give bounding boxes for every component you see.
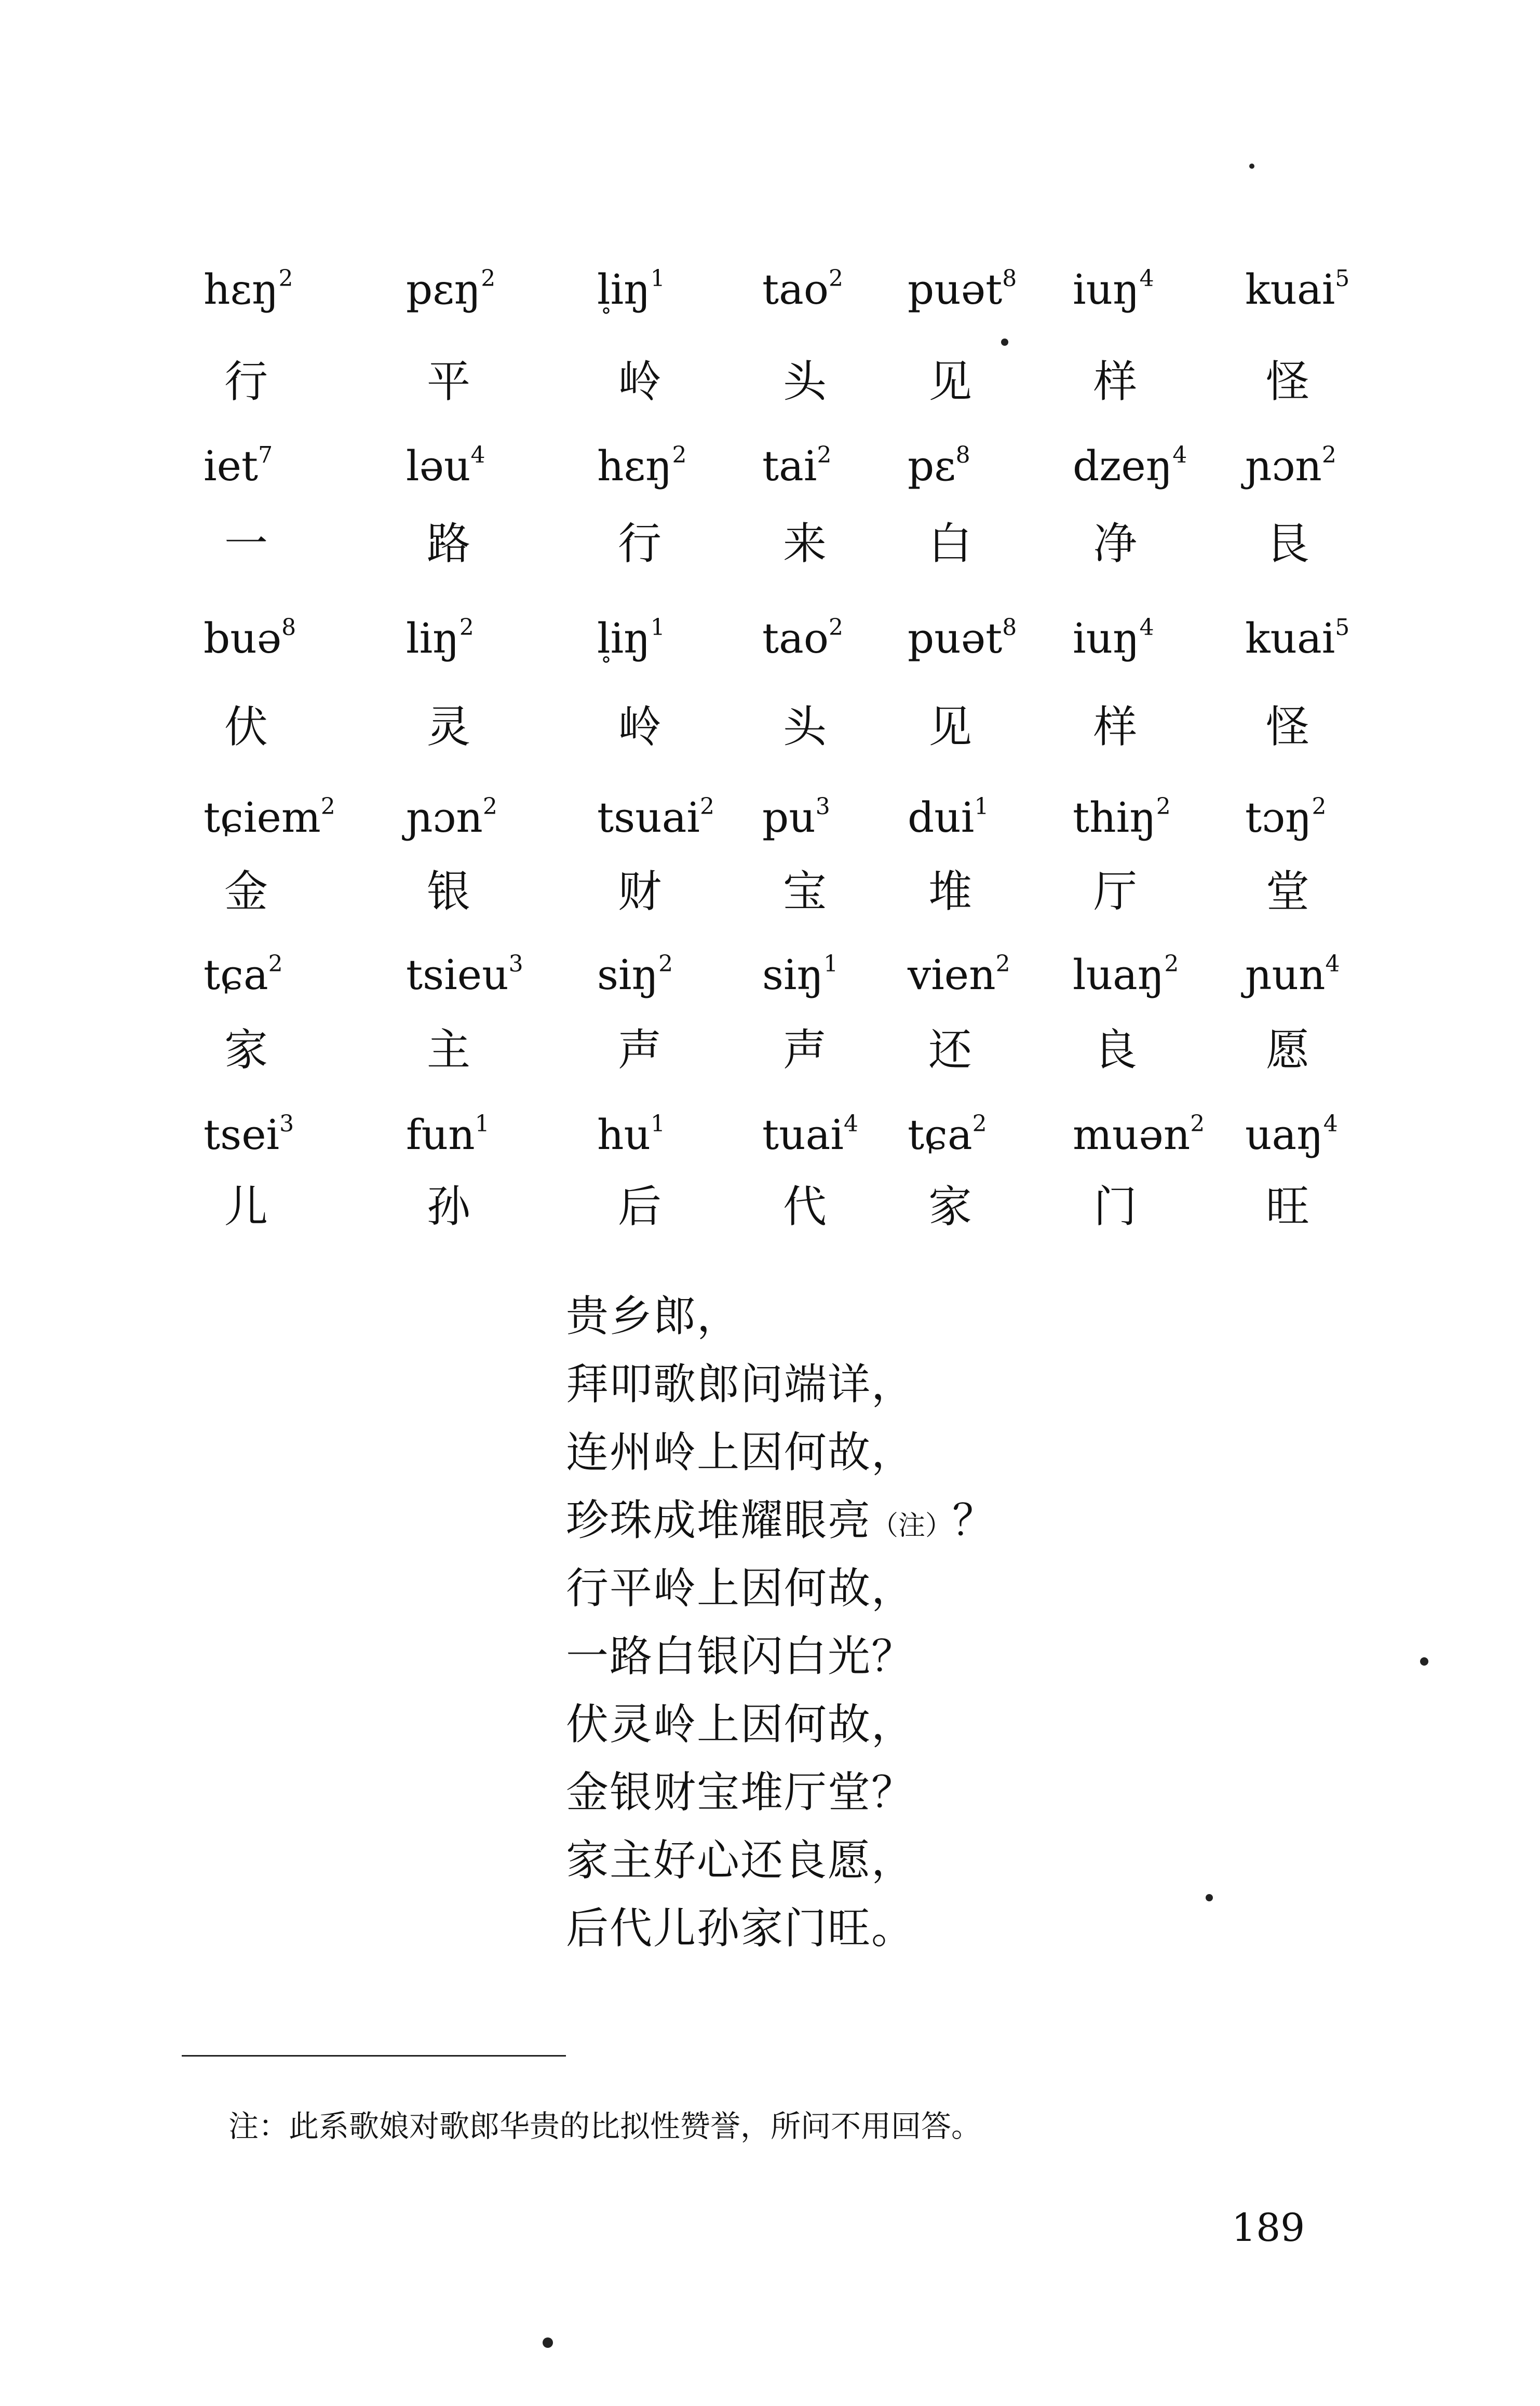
chinese-character: 来 (783, 518, 827, 569)
chinese-character: 宝 (783, 866, 827, 917)
chinese-character: 行 (224, 356, 268, 407)
romanized-syllable (762, 265, 844, 314)
syllable-text: liŋ (597, 614, 651, 663)
syllable-text: muən (1073, 1111, 1191, 1159)
chinese-character: 堂 (1266, 866, 1310, 917)
chinese-character: 堆 (928, 866, 972, 917)
syllable-text: tao (762, 265, 829, 314)
tone-number: 2 (320, 793, 335, 820)
poem-line: 贵乡郎， (566, 1292, 741, 1341)
scan-speck (1206, 1894, 1213, 1901)
ring-diacritic-icon: ˚ (600, 655, 612, 683)
syllable-text: buə (204, 614, 282, 663)
romanized-syllable (406, 614, 474, 663)
tone-number: 8 (1002, 265, 1017, 292)
syllable-text: pu (762, 793, 816, 842)
tone-number: 8 (955, 442, 970, 468)
tone-number: 2 (459, 614, 474, 641)
chinese-character: 见 (928, 356, 972, 407)
tone-number: 2 (700, 793, 715, 820)
poem-line-with-note (566, 1486, 996, 1555)
syllable-text: hɛŋ (597, 442, 672, 490)
romanized-syllable (908, 793, 989, 842)
romanized-syllable (204, 1111, 294, 1159)
tone-number: 3 (279, 1111, 294, 1137)
chinese-character: 财 (618, 866, 662, 917)
tone-number: 1 (650, 265, 665, 292)
syllable-text: tsei (204, 1111, 280, 1159)
chinese-character: 门 (1093, 1181, 1138, 1232)
chinese-character: 孙 (427, 1181, 471, 1232)
romanized-syllable (1073, 265, 1154, 314)
tone-number: 3 (815, 793, 830, 820)
chinese-character: 后 (618, 1181, 662, 1232)
chinese-character: 样 (1093, 701, 1138, 752)
romanized-syllable (908, 614, 1017, 663)
tone-number: 7 (258, 442, 273, 468)
scan-speck (1420, 1657, 1428, 1666)
tone-number: 2 (672, 442, 687, 468)
romanized-syllable (597, 442, 687, 490)
poem-line: 金银财宝堆厅堂？ (566, 1768, 915, 1817)
tone-number: 4 (1172, 442, 1187, 468)
chinese-character: 净 (1093, 518, 1138, 569)
romanized-syllable (1073, 793, 1171, 842)
tone-number: 4 (1323, 1111, 1338, 1137)
chinese-character: 见 (928, 701, 972, 752)
romanized-syllable (1245, 1111, 1338, 1159)
romanized-syllable (1073, 614, 1154, 663)
syllable-text: tɕiem (204, 793, 321, 842)
tone-number: 2 (972, 1111, 987, 1137)
syllable-text: siŋ (762, 951, 824, 999)
romanized-syllable (406, 793, 497, 842)
romanized-syllable (908, 951, 1010, 999)
chinese-character: 头 (783, 356, 827, 407)
syllable-text: hɛŋ (204, 265, 279, 314)
romanized-syllable (597, 265, 665, 334)
chinese-character: 行 (618, 518, 662, 569)
chinese-character: 旺 (1266, 1181, 1310, 1232)
syllable-text: tɕa (204, 951, 268, 999)
syllable-text: luaŋ (1073, 951, 1165, 999)
romanized-syllable (597, 793, 715, 842)
romanized-syllable (908, 1111, 987, 1159)
syllable-text: pɛŋ (406, 265, 481, 314)
romanized-syllable (204, 951, 283, 999)
scan-speck (1249, 164, 1254, 169)
chinese-character: 路 (427, 518, 471, 569)
tone-number: 5 (1335, 614, 1350, 641)
chinese-character: 家 (928, 1181, 972, 1232)
chinese-character: 样 (1093, 356, 1138, 407)
tone-number: 4 (470, 442, 485, 468)
syllable-text: uaŋ (1245, 1111, 1323, 1159)
tone-number: 1 (823, 951, 839, 977)
syllable-text: tɕa (908, 1111, 972, 1159)
poem-line: 家主好心还良愿， (566, 1836, 915, 1885)
scan-speck (1001, 339, 1008, 346)
romanized-syllable (1073, 1111, 1205, 1159)
romanized-syllable (597, 1111, 666, 1159)
syllable-text: tuai (762, 1111, 844, 1159)
syllable-text: hu (597, 1111, 651, 1159)
syllable-text: tsuai (597, 793, 700, 842)
tone-number: 4 (843, 1111, 858, 1137)
syllable-text: ɲɔn (1245, 442, 1322, 490)
tone-number: 2 (278, 265, 293, 292)
tone-number: 2 (817, 442, 832, 468)
poem-line: 拜叩歌郎问端详， (566, 1360, 915, 1409)
poem-line: 后代儿孙家门旺。 (566, 1904, 915, 1953)
scan-speck (543, 2337, 553, 2348)
romanized-syllable (762, 442, 832, 490)
romanized-syllable (406, 1111, 490, 1159)
syllable-text: siŋ (597, 951, 659, 999)
syllable-text: tao (762, 614, 829, 663)
syllable-text: ɲun (1245, 951, 1326, 999)
chinese-character: 伏 (224, 701, 268, 752)
chinese-character: 声 (618, 1024, 662, 1075)
ring-diacritic-icon: ˚ (600, 306, 612, 334)
tone-number: 2 (268, 951, 283, 977)
poem-line-end: ？ (952, 1496, 996, 1545)
chinese-character: 怪 (1266, 356, 1310, 407)
chinese-character: 怪 (1266, 701, 1310, 752)
footnote: 注：此系歌娘对歌郎华贵的比拟性赞誉，所问不用回答。 (228, 2108, 982, 2144)
romanized-syllable (406, 442, 485, 490)
note-marker: （注） (871, 1510, 953, 1542)
chinese-character: 还 (928, 1024, 972, 1075)
syllable-text: kuai (1245, 265, 1335, 314)
chinese-character: 厅 (1093, 866, 1138, 917)
chinese-character: 良 (1093, 1024, 1138, 1075)
romanized-syllable (762, 951, 839, 999)
romanized-syllable (762, 1111, 858, 1159)
poem-line: 一路白银闪白光？ (566, 1632, 915, 1681)
poem-line-text: 珍珠成堆耀眼亮 (566, 1496, 872, 1545)
syllable-text: pɛ (908, 442, 956, 490)
syllable-text: vien (908, 951, 996, 999)
romanized-syllable (597, 614, 665, 683)
chinese-character: 岭 (618, 701, 662, 752)
tone-number: 1 (974, 793, 989, 820)
chinese-character: 头 (783, 701, 827, 752)
tone-number: 3 (508, 951, 523, 977)
chinese-character: 金 (224, 866, 268, 917)
syllable-text: tsieu (406, 951, 509, 999)
poem-line: 行平岭上因何故， (566, 1564, 915, 1613)
tone-number: 2 (995, 951, 1010, 977)
romanized-syllable (1245, 442, 1336, 490)
tone-number: 2 (1164, 951, 1179, 977)
chinese-character: 艮 (1266, 518, 1310, 569)
tone-number: 2 (829, 614, 844, 641)
chinese-character: 灵 (427, 701, 471, 752)
romanized-syllable (1245, 265, 1350, 314)
tone-number: 2 (1190, 1111, 1205, 1137)
syllable-text: liŋ (597, 265, 651, 314)
chinese-character: 一 (224, 518, 268, 569)
chinese-character: 岭 (618, 356, 662, 407)
syllable-text: iuŋ (1073, 614, 1140, 663)
romanized-syllable (762, 793, 830, 842)
romanized-syllable (908, 265, 1017, 314)
romanized-syllable (406, 265, 496, 314)
syllable-text: kuai (1245, 614, 1335, 663)
syllable-text: ɲɔn (406, 793, 483, 842)
romanized-syllable (204, 614, 296, 663)
tone-number: 2 (482, 793, 497, 820)
poem-block (566, 1282, 996, 1963)
chinese-character: 主 (427, 1024, 471, 1075)
chinese-character: 代 (783, 1181, 827, 1232)
chinese-character: 愿 (1266, 1024, 1310, 1075)
romanized-syllable (406, 951, 523, 999)
tone-number: 8 (1002, 614, 1017, 641)
syllable-text: dui (908, 793, 975, 842)
romanized-syllable (204, 793, 335, 842)
syllable-text: dzeŋ (1073, 442, 1173, 490)
tone-number: 4 (1139, 265, 1154, 292)
chinese-character: 白 (928, 518, 972, 569)
syllable-text: ləu (406, 442, 471, 490)
romanized-syllable (762, 614, 844, 663)
poem-line: 连州岭上因何故， (566, 1428, 915, 1477)
romanized-syllable (1073, 442, 1187, 490)
syllable-text: puət (908, 614, 1003, 663)
chinese-character: 儿 (224, 1181, 268, 1232)
chinese-character: 平 (427, 356, 471, 407)
romanized-syllable (204, 265, 293, 314)
tone-number: 1 (475, 1111, 490, 1137)
chinese-character: 声 (783, 1024, 827, 1075)
syllable-text: thiŋ (1073, 793, 1156, 842)
syllable-text: iet (204, 442, 259, 490)
chinese-character: 家 (224, 1024, 268, 1075)
syllable-text: tɔŋ (1245, 793, 1312, 842)
syllable-text: liŋ (406, 614, 460, 663)
syllable-text: tai (762, 442, 817, 490)
poem-line: 伏灵岭上因何故， (566, 1700, 915, 1749)
romanized-syllable (908, 442, 970, 490)
syllable-text: iuŋ (1073, 265, 1140, 314)
romanized-syllable (1245, 614, 1350, 663)
tone-number: 2 (658, 951, 673, 977)
romanized-syllable (1245, 793, 1327, 842)
tone-number: 2 (829, 265, 844, 292)
romanized-syllable (204, 442, 273, 490)
romanized-syllable (597, 951, 673, 999)
syllable-text: puət (908, 265, 1003, 314)
chinese-character: 银 (427, 866, 471, 917)
romanized-syllable (1073, 951, 1179, 999)
tone-number: 2 (481, 265, 496, 292)
tone-number: 4 (1325, 951, 1340, 977)
tone-number: 1 (651, 1111, 666, 1137)
tone-number: 4 (1139, 614, 1154, 641)
tone-number: 5 (1335, 265, 1350, 292)
tone-number: 2 (1321, 442, 1336, 468)
syllable-text: fun (406, 1111, 475, 1159)
romanized-syllable (1245, 951, 1340, 999)
tone-number: 2 (1312, 793, 1327, 820)
tone-number: 2 (1156, 793, 1171, 820)
tone-number: 1 (650, 614, 665, 641)
page-number: 189 (1232, 2206, 1305, 2250)
footnote-divider (182, 2055, 566, 2057)
tone-number: 8 (281, 614, 296, 641)
